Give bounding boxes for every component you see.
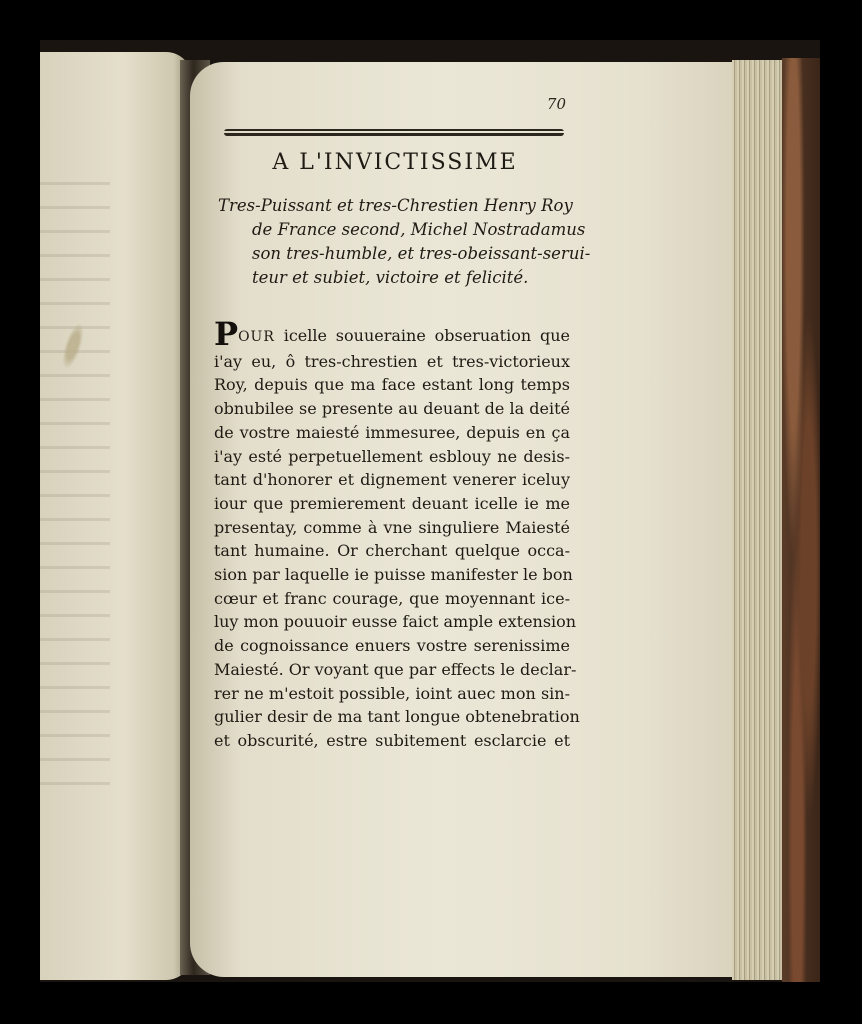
body-line: gulier desir de ma tant longue obtenebration xyxy=(214,707,580,727)
show-through-text xyxy=(40,182,110,802)
dedication-line: son tres-humble, et tres-obeissant-serui- xyxy=(252,244,591,263)
body-line: iour que premierement deuant icelle ie me xyxy=(214,493,570,513)
dedication-block xyxy=(218,194,591,290)
body-first-line xyxy=(214,315,570,353)
body-line: de cognoissance enuers vostre serenissime xyxy=(214,636,570,656)
dedication-line: teur et subiet, victoire et felicité. xyxy=(252,268,529,287)
lead-small-caps: OUR xyxy=(238,329,275,345)
body-line: et obscurité, estre subitement esclarcie et xyxy=(214,730,570,750)
body-line: sion par laquelle ie puisse manifester le bon xyxy=(214,565,573,585)
double-rule-ornament xyxy=(224,129,564,136)
marbled-cover xyxy=(782,58,820,982)
page-heading: A L'INVICTISSIME xyxy=(272,150,518,175)
page-edges xyxy=(732,60,782,980)
body-line: de vostre maiesté immesuree, depuis en ça xyxy=(214,422,570,442)
left-page xyxy=(40,52,192,980)
body-line: presentay, comme à vne singuliere Maiesté xyxy=(214,517,570,537)
body-line: tant d'honorer et dignement venerer iceluy xyxy=(214,470,570,490)
body-first-line-text: icelle souueraine obseruation que xyxy=(274,326,570,345)
dedication-line: Tres-Puissant et tres-Chrestien Henry Roy xyxy=(218,196,573,215)
body-line: luy mon pouuoir eusse faict ample extension xyxy=(214,612,577,632)
body-line: cœur et franc courage, que moyennant ice- xyxy=(214,588,570,608)
body-line: i'ay eu, ô tres-chrestien et tres-victorieux xyxy=(214,351,570,371)
body-paragraph xyxy=(214,315,580,753)
page-number: 70 xyxy=(546,95,566,113)
drop-cap: P xyxy=(214,315,239,353)
body-line: Maiesté. Or voyant que par effects le declar- xyxy=(214,659,577,679)
body-line: i'ay esté perpetuellement esblouy ne desis- xyxy=(214,446,570,466)
body-line: obnubilee se presente au deuant de la deité xyxy=(214,399,570,419)
body-line: Roy, depuis que ma face estant long temps xyxy=(214,375,570,395)
body-line: rer ne m'estoit possible, ioint auec mon sin- xyxy=(214,683,570,703)
body-line: tant humaine. Or cherchant quelque occa- xyxy=(214,541,570,561)
dedication-line: de France second, Michel Nostradamus xyxy=(252,220,586,239)
